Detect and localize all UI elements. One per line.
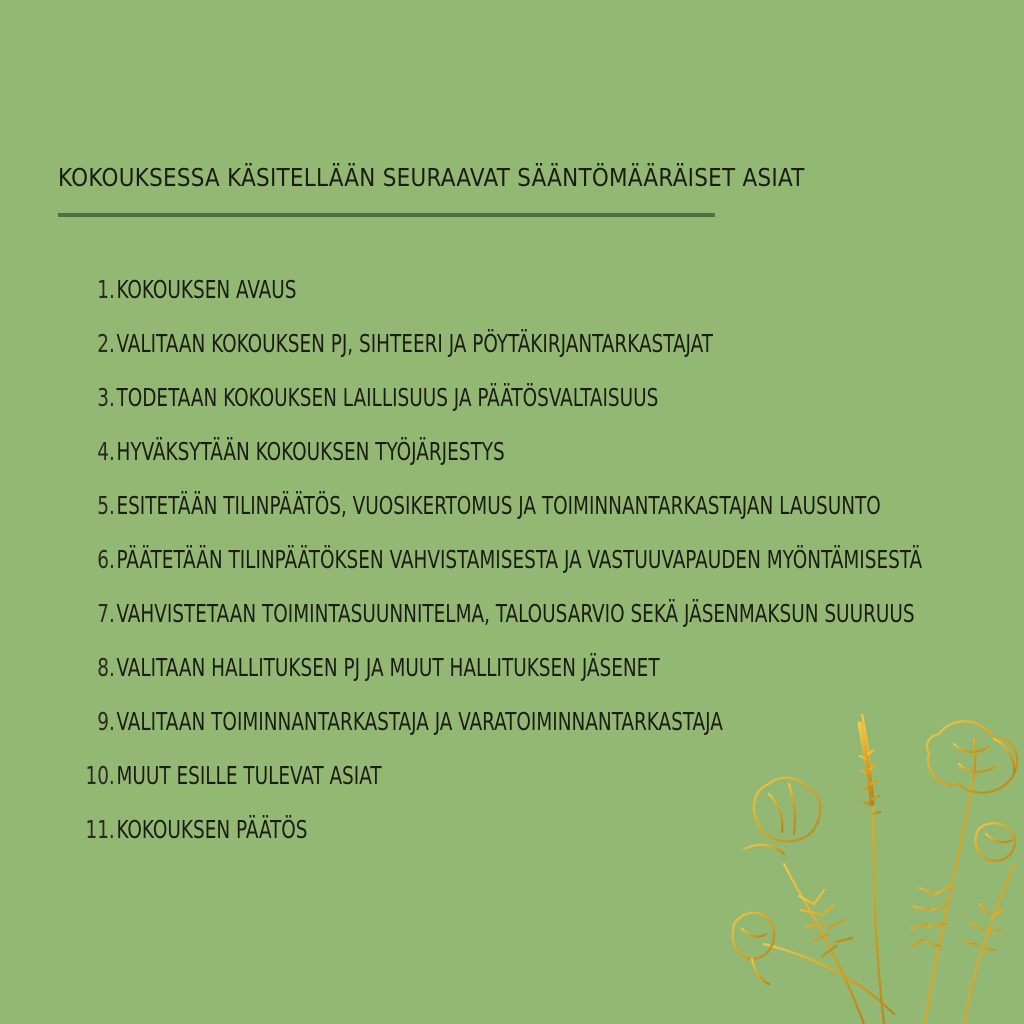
agenda-item-number: 8.: [97, 653, 115, 682]
agenda-item-number: 7.: [97, 599, 115, 628]
agenda-item-text: MUUT ESILLE TULEVAT ASIAT: [116, 761, 382, 790]
agenda-item-text: VALITAAN TOIMINNANTARKASTAJA JA VARATOIMINNANTARKASTAJA: [116, 707, 723, 736]
agenda-item-text: TODETAAN KOKOUKSEN LAILLISUUS JA PÄÄTÖSVALTAISUUS: [116, 383, 659, 412]
agenda-item-text: VALITAAN HALLITUKSEN PJ JA MUUT HALLITUKSEN JÄSENET: [116, 653, 660, 682]
agenda-item: [82, 488, 922, 542]
agenda-item: [82, 326, 922, 380]
agenda-item: [82, 380, 922, 434]
agenda-item-text: KOKOUKSEN AVAUS: [116, 275, 297, 304]
agenda-item-number: 6.: [97, 545, 115, 574]
agenda-item-number: 4.: [97, 437, 115, 466]
agenda-item-text: KOKOUKSEN PÄÄTÖS: [116, 815, 308, 844]
agenda-item: [82, 434, 922, 488]
heading-underline: [58, 213, 715, 217]
agenda-item-number: 9.: [97, 707, 115, 736]
agenda-item-number: 11.: [85, 815, 115, 844]
gold-floral-illustration: [724, 714, 1024, 1024]
agenda-item-text: ESITETÄÄN TILINPÄÄTÖS, VUOSIKERTOMUS JA TOIMINNANTARKASTAJAN LAUSUNTO: [116, 491, 881, 520]
agenda-item-number: 5.: [97, 491, 115, 520]
agenda-item: [82, 272, 922, 326]
agenda-item-number: 3.: [97, 383, 115, 412]
agenda-item-text: VAHVISTETAAN TOIMINTASUUNNITELMA, TALOUSARVIO SEKÄ JÄSENMAKSUN SUURUUS: [116, 599, 915, 628]
agenda-item-text: VALITAAN KOKOUKSEN PJ, SIHTEERI JA PÖYTÄKIRJANTARKASTAJAT: [116, 329, 713, 358]
agenda-item-text: PÄÄTETÄÄN TILINPÄÄTÖKSEN VAHVISTAMISESTA JA VASTUUVAPAUDEN MYÖNTÄMISESTÄ: [116, 545, 923, 574]
agenda-item-number: 10.: [85, 761, 115, 790]
page-heading: KOKOUKSESSA KÄSITELLÄÄN SEURAAVAT SÄÄNTÖMÄÄRÄISET ASIAT: [58, 163, 805, 192]
agenda-item: [82, 596, 922, 650]
agenda-item: [82, 542, 922, 596]
agenda-item-number: 1.: [97, 275, 115, 304]
agenda-item: [82, 650, 922, 704]
agenda-item-number: 2.: [97, 329, 115, 358]
agenda-item-text: HYVÄKSYTÄÄN KOKOUKSEN TYÖJÄRJESTYS: [116, 437, 505, 466]
